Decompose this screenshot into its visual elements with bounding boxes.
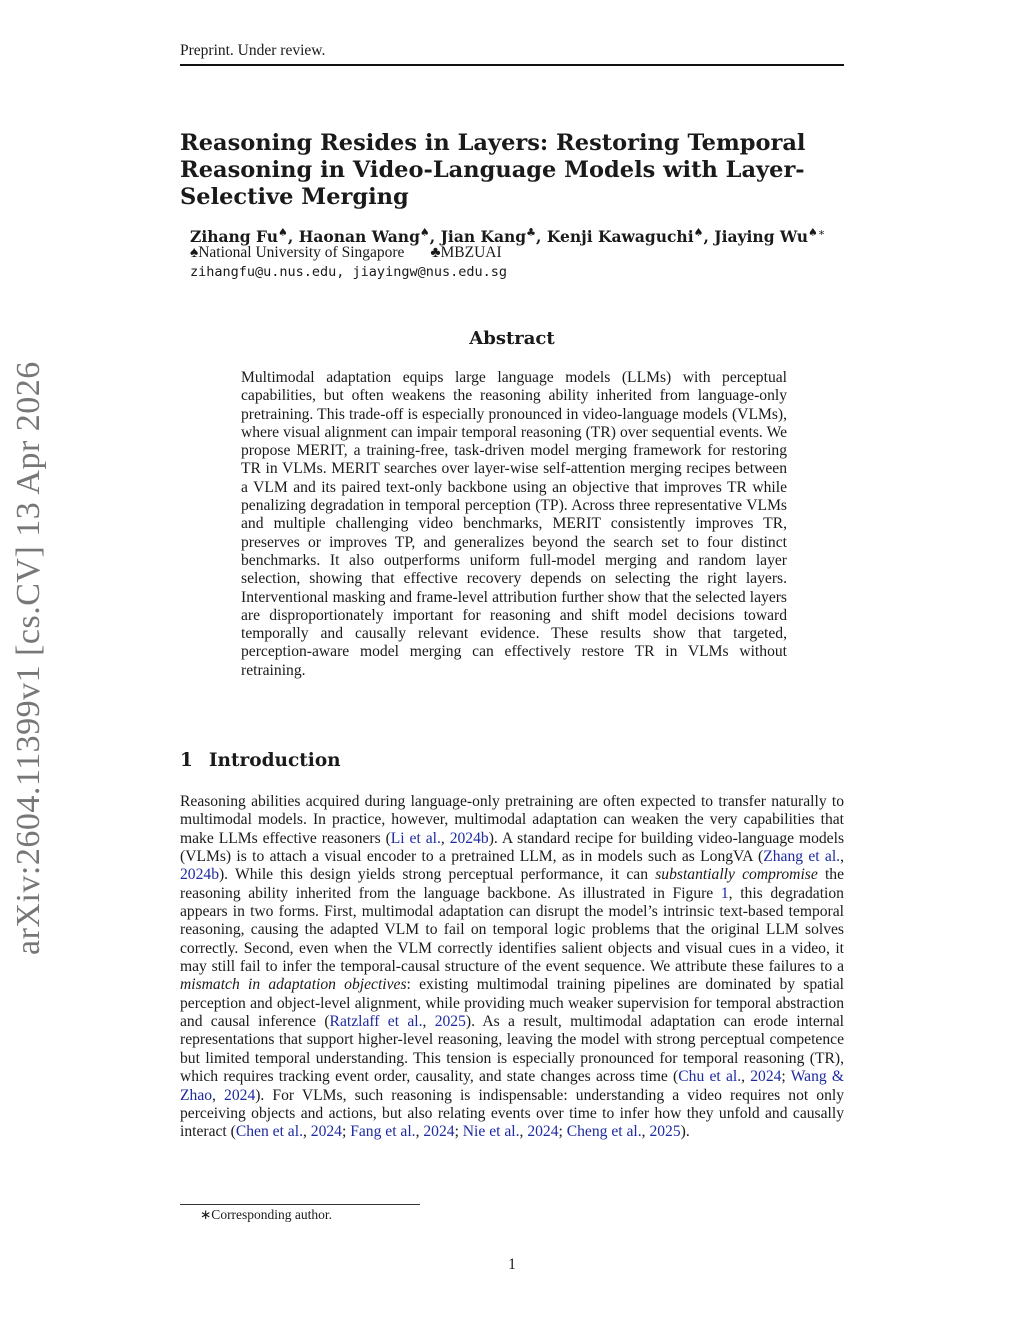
- abstract-heading: Abstract: [469, 328, 555, 349]
- body-text: the reasoning ability inherited from the language backbone. As illustrated in Figure: [180, 866, 845, 902]
- citation-link[interactable]: Zhang et al.: [763, 848, 841, 866]
- body-text: ,: [302, 1123, 311, 1141]
- body-text: ;: [781, 1068, 791, 1086]
- body-text: ).: [680, 1123, 690, 1141]
- body-text: ). A standard recipe for building video-language models (VLMs) is to attach a visual encoder to a pretrained LLM, as in models such as LongVA (: [180, 829, 845, 866]
- page-number: 1: [508, 1256, 516, 1273]
- affiliation: ♣MBZUAI: [430, 244, 502, 261]
- arxiv-side-stamp: arXiv:2604.11399v1 [cs.CV] 13 Apr 2026: [10, 361, 47, 955]
- body-text: ). As a result, multimodal adaptation can erode internal representations that support higher-level reasoning, leaving the model with strong perceptual competence but limited temporal understanding. This tension is especially pronounced for temporal reasoning (TR), which requires tracking event order, causality, and state changes across time (: [180, 1013, 844, 1086]
- author-name: Haonan Wang: [298, 227, 420, 247]
- body-text: ;: [454, 1123, 463, 1141]
- author-name: Kenji Kawaguchi: [546, 227, 694, 247]
- header-rule: [180, 64, 844, 66]
- affiliation: ♠National University of Singapore: [190, 244, 405, 261]
- author-mark: ♠: [278, 226, 288, 239]
- author-mark: ♣: [526, 226, 537, 239]
- affiliations: [190, 244, 524, 262]
- body-text: ). While this design yields strong perceptual performance, it can: [218, 866, 656, 884]
- body-text: ,: [519, 1123, 528, 1141]
- body-text: ,: [741, 1068, 751, 1086]
- citation-link[interactable]: 2025: [649, 1123, 681, 1141]
- author-mark: ♠∗: [807, 226, 826, 239]
- author-emails: zihangfu@u.nus.edu, jiayingw@nus.edu.sg: [190, 264, 507, 280]
- introduction-body: [180, 793, 844, 1142]
- footnote-rule: [180, 1204, 420, 1205]
- citation-link[interactable]: Nie et al.: [462, 1123, 520, 1141]
- citation-link[interactable]: Chu et al.: [678, 1068, 742, 1086]
- citation-link[interactable]: 1: [720, 884, 729, 902]
- citation-link[interactable]: Fang et al.: [350, 1123, 416, 1141]
- citation-link[interactable]: 2025: [434, 1013, 466, 1031]
- paper-title: Reasoning Resides in Layers: Restoring Temporal Reasoning in Video-Language Models with Layer-Selective Merging: [180, 130, 806, 210]
- section-heading: [180, 750, 341, 771]
- abstract-text: Multimodal adaptation equips large language models (LLMs) with perceptual capabilities, but often weakens the reasoning ability inherited from language-only pretraining. This trade-off is especially pronounced in video-language models (VLMs), where visual alignment can impair temporal reasoning (TR) over sequential events. We propose MERIT, a training-free, task-driven model merging framework for restoring TR in VLMs. MERIT searches over layer-wise self-attention merging recipes between a VLM and its paired text-only backbone using an objective that improves TR while penalizing degradation in temporal perception (TP). Across three representative VLMs and multiple challenging video benchmarks, MERIT consistently improves TR, preserves or improves TP, and generalizes beyond the search set to four distinct benchmarks. It also outperforms uniform full-model merging and random layer selection, showing that effective recovery depends on selecting the right layers. Interventional masking and frame-level attribution further show that the selected layers are disproportionately important for reasoning and shift model decisions toward temporally and causally relevant evidence. These results show that targeted, perception-aware model merging can effectively restore TR in VLMs without retraining.: [241, 369, 787, 679]
- author-name: Zihang Fu: [190, 227, 279, 247]
- citation-link[interactable]: Ratzlaff et al.: [329, 1013, 423, 1031]
- citation-link[interactable]: 2024: [310, 1123, 342, 1141]
- author-list: Zihang Fu♠, Haonan Wang♠, Jian Kang♣, Kenji Kawaguchi♠, Jiaying Wu♠∗: [190, 226, 826, 247]
- citation-link[interactable]: 2024: [423, 1123, 455, 1141]
- body-text: Reasoning abilities acquired during language-only pretraining are often expected to transfer naturally to multimodal models. In practice, however, multimodal adaptation can weaken the very capabilities that make LLMs effective reasoners (: [180, 793, 844, 847]
- citation-link[interactable]: Cheng et al.: [566, 1123, 642, 1141]
- citation-link[interactable]: 2024: [527, 1123, 559, 1141]
- body-text: ). For VLMs, such reasoning is indispensable: understanding a video requires not only perceiving objects and actions, but also relating events over time to infer how they unfold and causally interact (: [180, 1086, 845, 1141]
- body-text: ,: [212, 1086, 225, 1104]
- body-text: , this degradation appears in two forms. First, multimodal adaptation can disrupt the model’s intrinsic text-based temporal reasoning, causing the adapted VLM to fail on temporal logic problems that the original LLM solves correctly. Second, even when the VLM correctly identifies salient objects and visual cues in a video, it may still fail to infer the temporal-causal structure of the event sequence. We attribute these failures to a: [180, 884, 844, 976]
- body-text: ;: [341, 1123, 351, 1141]
- citation-link[interactable]: 2024: [224, 1086, 256, 1104]
- body-text: : existing multimodal training pipelines are dominated by spatial perception and object-level alignment, while providing much weaker supervision for temporal abstraction and causal inference (: [180, 976, 844, 1031]
- citation-link[interactable]: 2024: [750, 1068, 782, 1086]
- section-title: Introduction: [208, 750, 341, 771]
- citation-link[interactable]: Chen et al.: [235, 1123, 303, 1141]
- author-name: Jian Kang: [440, 227, 527, 247]
- running-header: Preprint. Under review.: [180, 42, 326, 59]
- citation-link[interactable]: 2024b: [180, 866, 219, 884]
- footnote: ∗Corresponding author.: [200, 1207, 333, 1222]
- section-number: 1: [180, 750, 193, 771]
- citation-link[interactable]: Li et al.: [390, 829, 441, 847]
- author-name: Jiaying Wu: [714, 227, 808, 247]
- body-text: ,: [641, 1123, 650, 1141]
- emphasis-text: substantially compromise: [655, 866, 818, 884]
- body-text: ,: [422, 1013, 435, 1031]
- citation-link[interactable]: 2024b: [449, 829, 489, 847]
- body-text: ,: [415, 1123, 424, 1141]
- body-text: ,: [840, 848, 844, 866]
- body-text: ,: [440, 829, 450, 847]
- author-mark: ♠: [419, 226, 430, 239]
- emphasis-text: mismatch in adaptation objectives: [180, 976, 407, 994]
- citation-link[interactable]: Wang & Zhao: [180, 1068, 845, 1104]
- author-mark: ♠: [693, 226, 704, 239]
- body-text: ;: [558, 1123, 567, 1141]
